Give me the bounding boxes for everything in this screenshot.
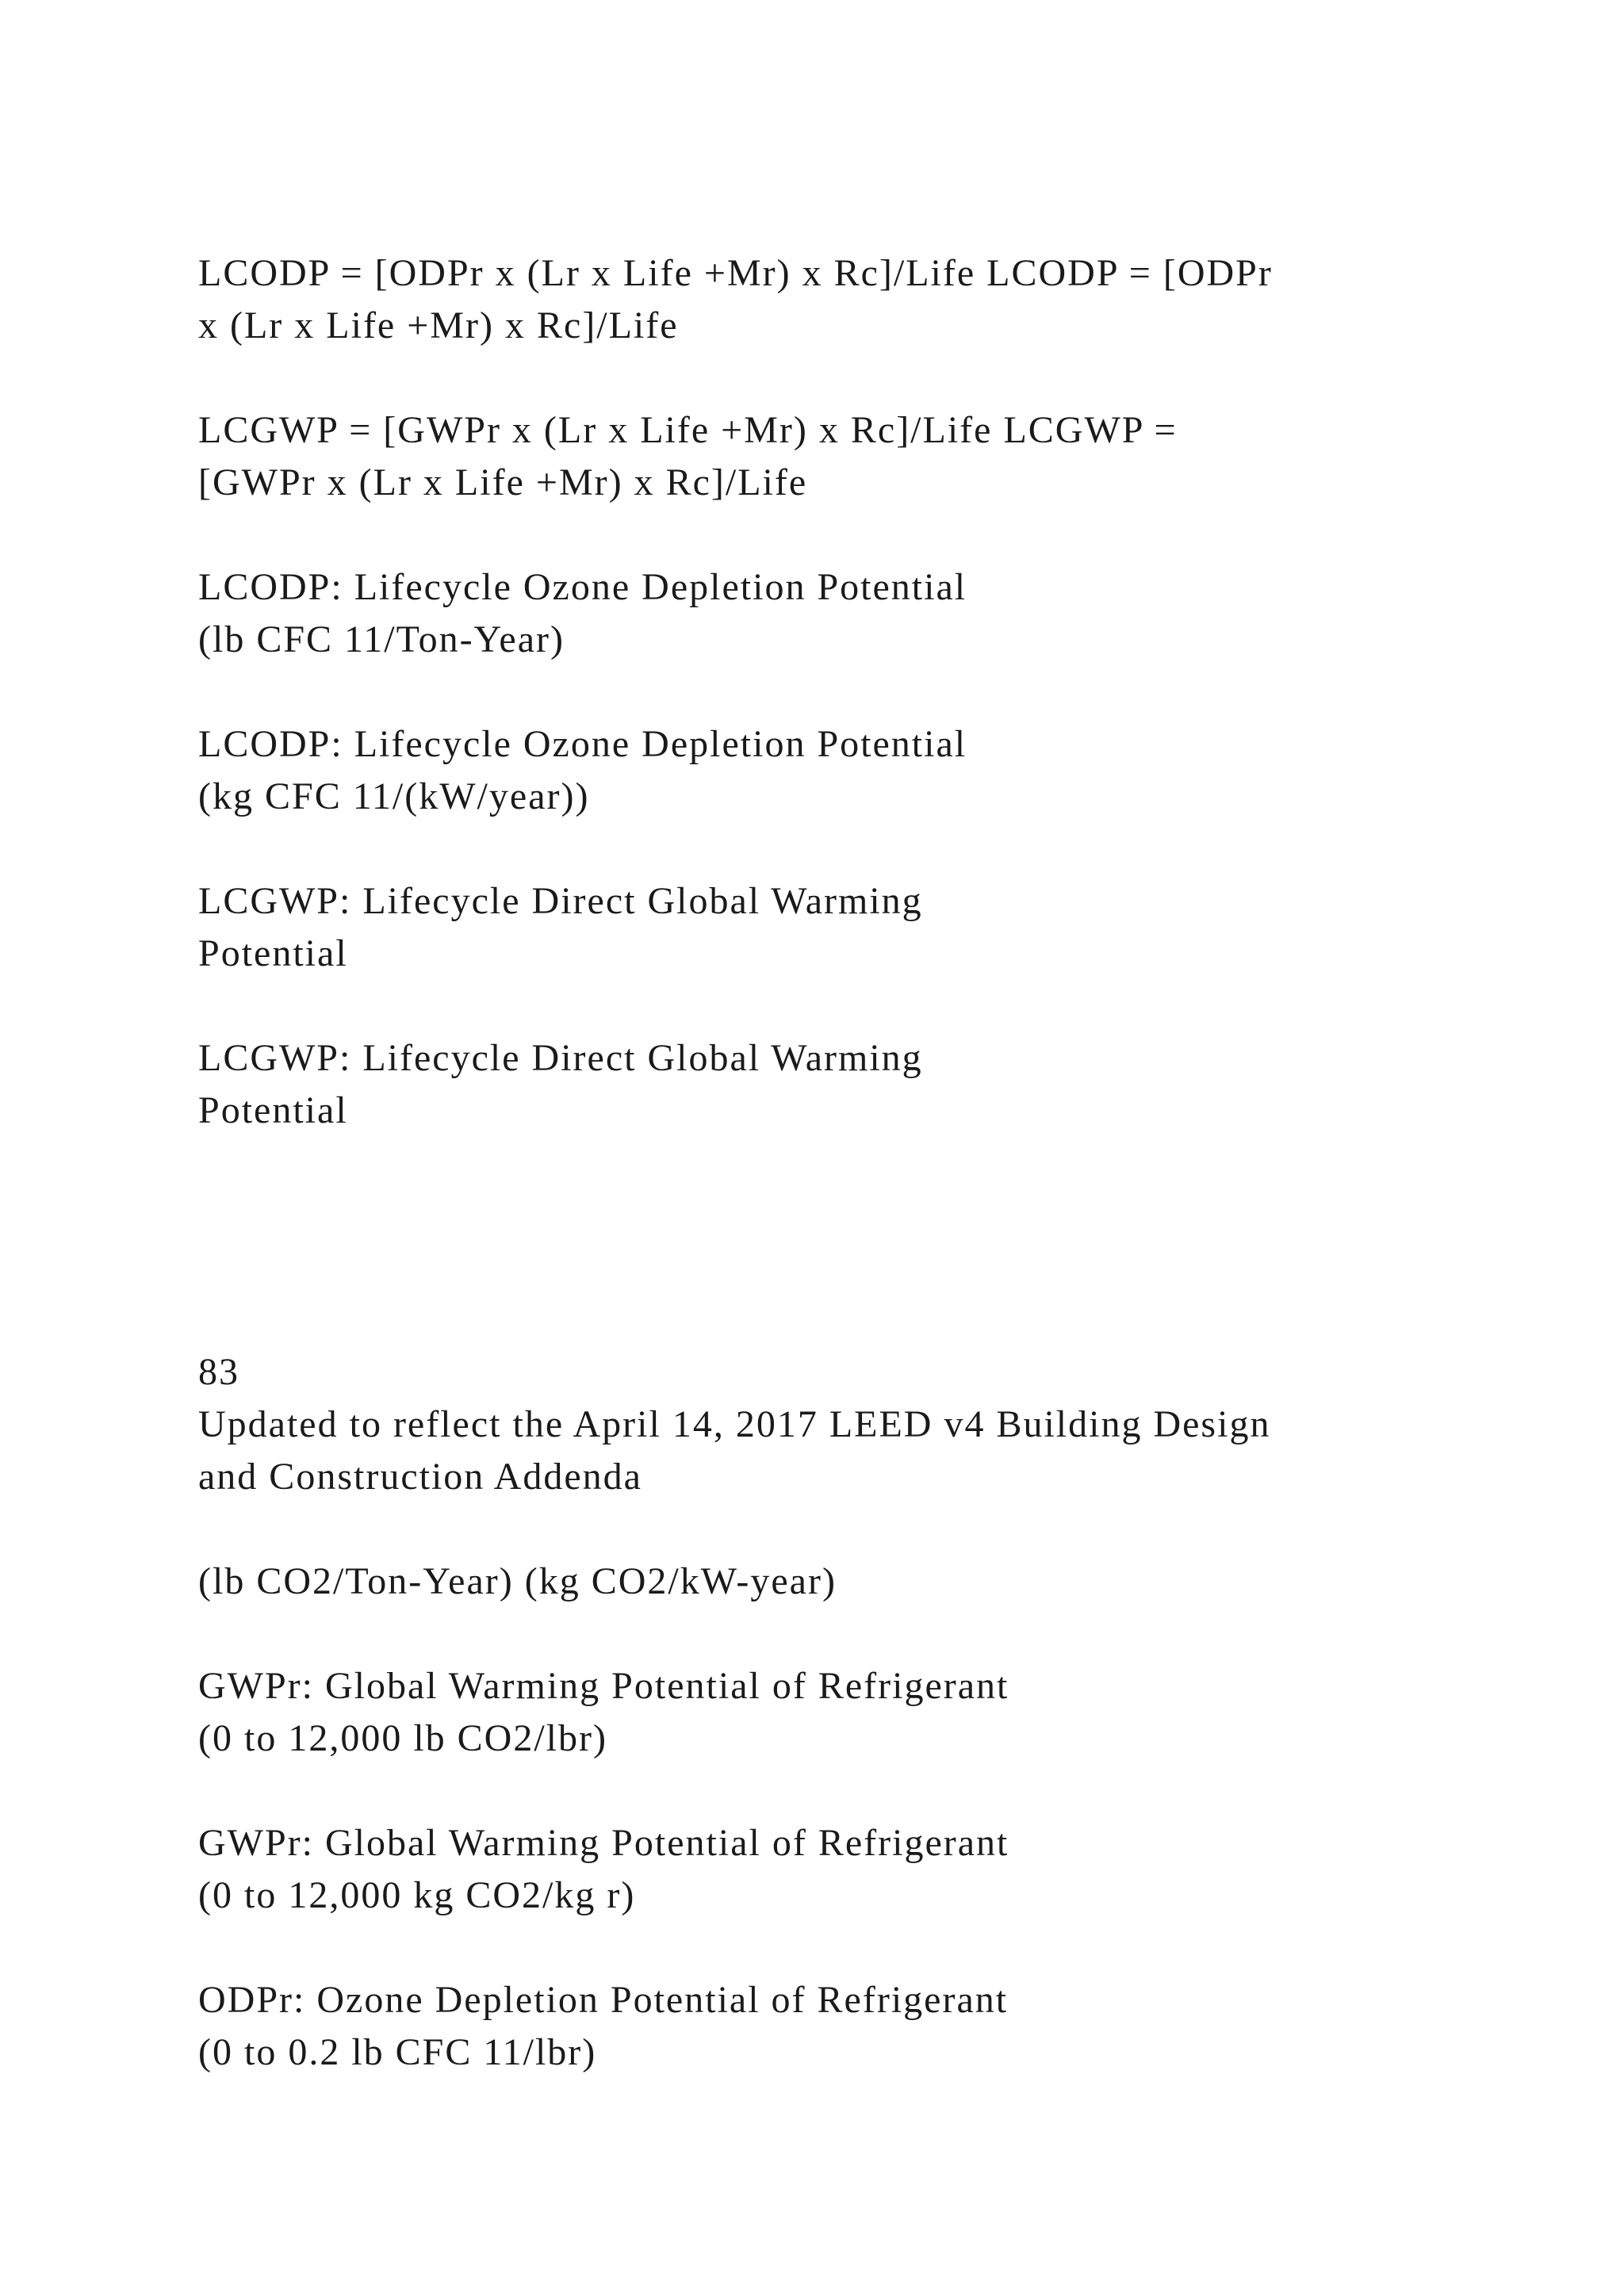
definition-gwpr-imperial: GWPr: Global Warming Potential of Refrigerant (0 to 12,000 lb CO2/lbr)	[198, 1665, 1009, 1759]
definition-lcgwp-first: LCGWP: Lifecycle Direct Global Warming Potential	[198, 880, 923, 974]
definition-lcgwp-second: LCGWP: Lifecycle Direct Global Warming Potential	[198, 1037, 923, 1131]
definition-lcodp-imperial: LCODP: Lifecycle Ozone Depletion Potential (lb CFC 11/Ton-Year)	[198, 566, 967, 660]
formula-lcodp: LCODP = [ODPr x (Lr x Life +Mr) x Rc]/Life LCODP = [ODPr x (Lr x Life +Mr) x Rc]/Life	[198, 252, 1273, 346]
definition-lcodp-metric: LCODP: Lifecycle Ozone Depletion Potential (kg CFC 11/(kW/year))	[198, 723, 967, 817]
definition-odpr-imperial: ODPr: Ozone Depletion Potential of Refrigerant (0 to 0.2 lb CFC 11/lbr)	[198, 1979, 1009, 2073]
page-number-and-update-note: 83 Updated to reflect the April 14, 2017 LEED v4 Building Design and Construction Addenda	[198, 1351, 1271, 1498]
definition-gwpr-metric: GWPr: Global Warming Potential of Refrigerant (0 to 12,000 kg CO2/kg r)	[198, 1822, 1009, 1916]
lcgwp-units: (lb CO2/Ton-Year) (kg CO2/kW-year)	[198, 1560, 837, 1602]
formula-lcgwp: LCGWP = [GWPr x (Lr x Life +Mr) x Rc]/Life LCGWP = [GWPr x (Lr x Life +Mr) x Rc]/Life	[198, 409, 1178, 503]
